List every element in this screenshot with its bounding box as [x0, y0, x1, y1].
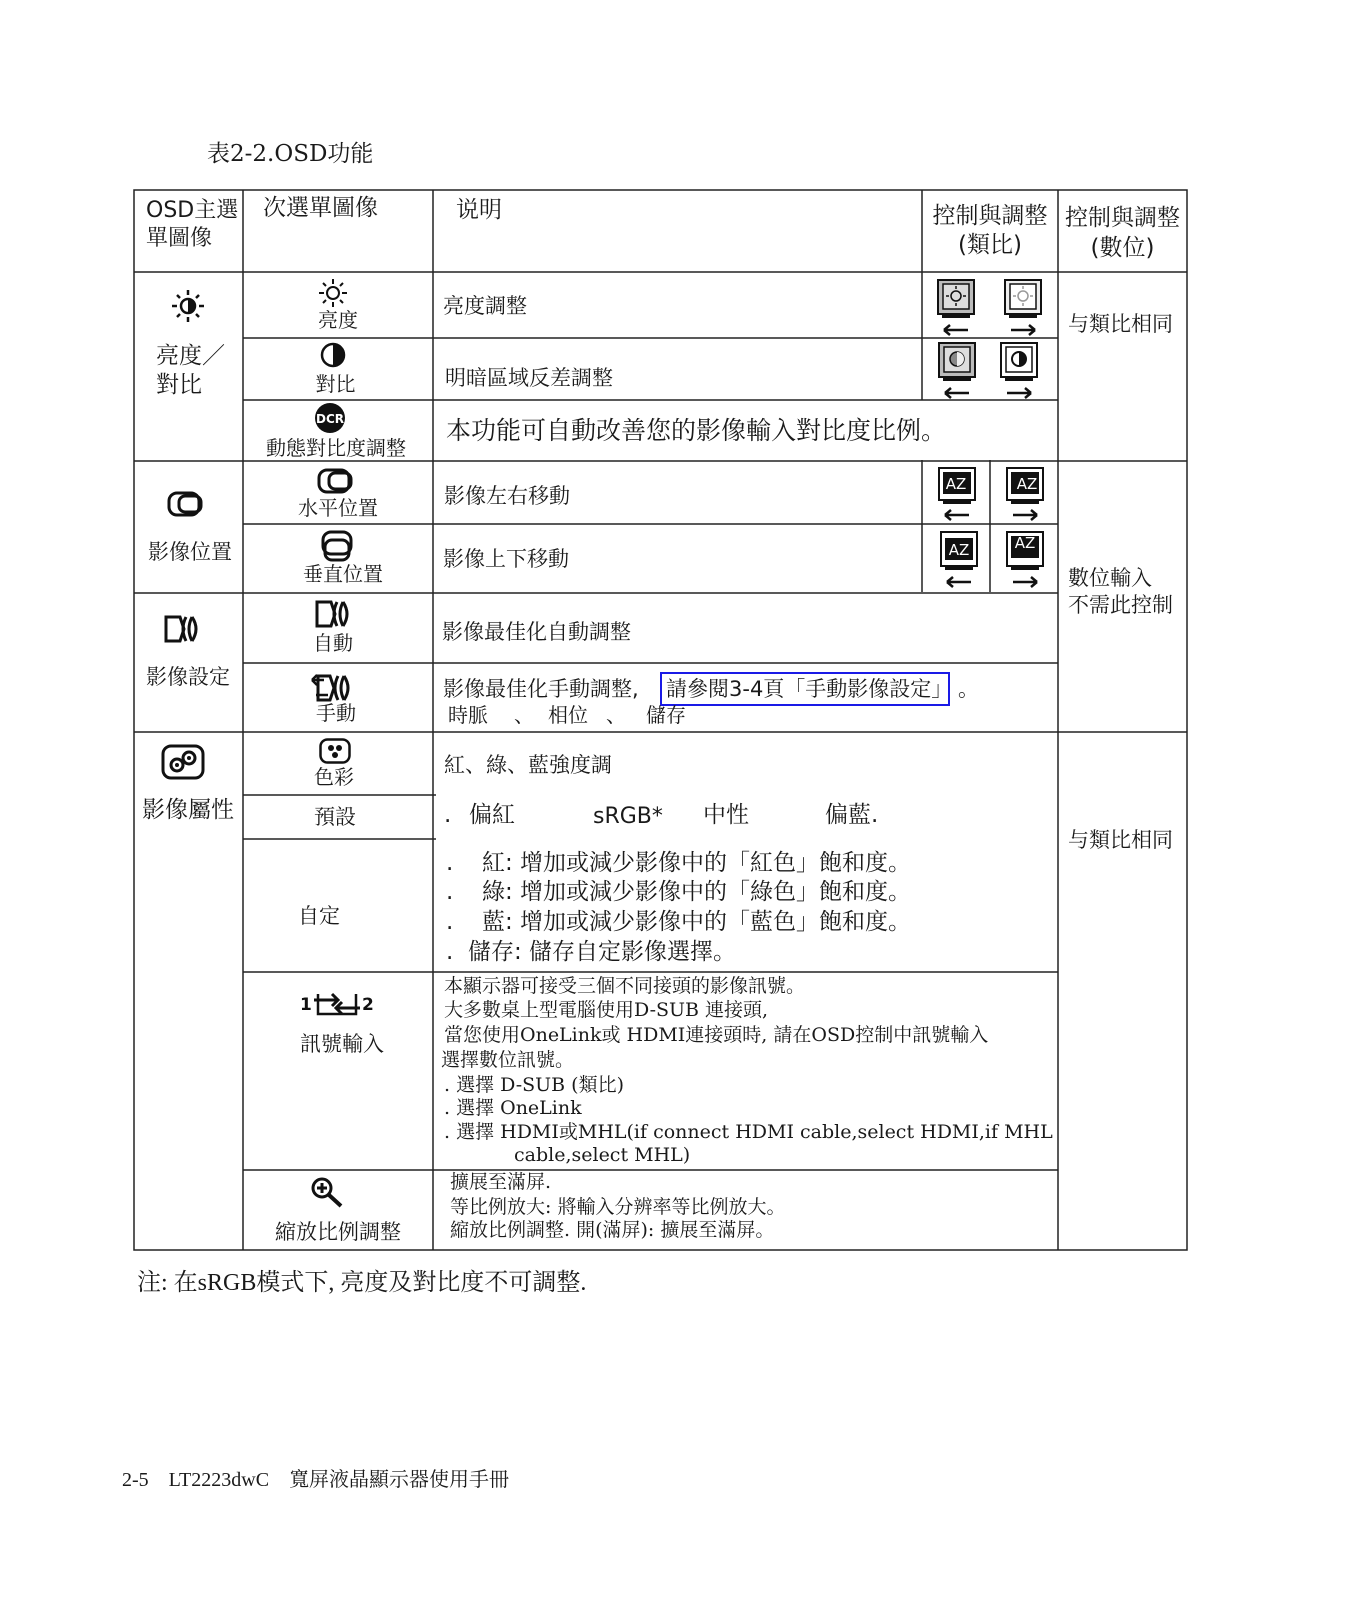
zoom-icon	[309, 1176, 351, 1208]
row-contrast-desc: 明暗區域反差調整	[445, 366, 613, 390]
svg-text:2: 2	[362, 995, 374, 1015]
image-setup-icon	[162, 612, 202, 646]
manual-option-sep-2: 、	[606, 703, 626, 727]
move-left-icon[interactable]	[935, 466, 979, 522]
vertical-position-icon	[320, 530, 354, 562]
contrast-down-icon[interactable]	[935, 341, 979, 399]
digital-no-control-1: 數位輸入	[1068, 566, 1152, 590]
row-hpos-sub: 水平位置	[298, 496, 378, 520]
input-line-4: 選擇數位訊號。	[441, 1049, 575, 1071]
manual-option-clock: 時脈	[448, 703, 488, 727]
header-analog-1: 控制與調整	[932, 203, 1048, 229]
scaling-line-2: 等比例放大: 將輸入分辨率等比例放大。	[450, 1196, 786, 1218]
contrast-up-icon[interactable]	[997, 341, 1041, 399]
custom-line-save: 儲存: 儲存自定影像選擇。	[468, 939, 737, 965]
table-caption: 表2-2.OSD功能	[207, 141, 374, 167]
custom-line-blue: 藍: 增加或減少影像中的「藍色」飽和度。	[482, 909, 912, 935]
svg-text:AZ: AZ	[1016, 475, 1038, 493]
input-line-3: 當您使用OneLink或 HDMI連接頭時, 請在OSD控制中訊號輸入	[444, 1024, 989, 1046]
header-main-icon-2: 單圖像	[146, 226, 213, 251]
footer-page-number: 2-5	[122, 1469, 149, 1491]
row-auto-sub: 自動	[313, 631, 353, 655]
row-dcr-desc: 本功能可自動改善您的影像輸入對比度比例。	[446, 416, 947, 445]
row-hpos-desc: 影像左右移動	[444, 484, 570, 508]
row-input-sub: 訊號輸入	[300, 1032, 384, 1056]
auto-setup-icon	[313, 597, 353, 631]
svg-text:AZ: AZ	[948, 541, 970, 559]
footer-model: LT2223dwC	[168, 1469, 270, 1491]
custom-line-red: 紅: 增加或減少影像中的「紅色」飽和度。	[482, 850, 912, 876]
horizontal-position-icon	[317, 468, 355, 494]
row-vpos-desc: 影像上下移動	[443, 547, 569, 571]
svg-text:DCR: DCR	[315, 412, 345, 426]
header-analog-2: (類比)	[958, 232, 1022, 258]
preset-option-srgb: sRGB*	[593, 804, 663, 829]
input-option-hdmi-cont: cable,select MHL)	[514, 1144, 691, 1166]
row-auto-desc: 影像最佳化自動調整	[442, 620, 631, 644]
row-custom-sub: 自定	[298, 904, 340, 928]
scaling-line-3: 縮放比例調整. 開(滿屏): 擴展至滿屏。	[450, 1219, 775, 1241]
manual-option-save: 儲存	[646, 703, 686, 727]
move-down-icon[interactable]	[937, 530, 981, 588]
manual-setup-icon	[308, 671, 354, 705]
footer-title: 寬屏液晶顯示器使用手冊	[289, 1467, 510, 1491]
input-line-1: 本顯示器可接受三個不同接頭的影像訊號。	[444, 975, 806, 997]
preset-option-bluish: 偏藍.	[825, 802, 879, 828]
page-footer	[122, 1463, 509, 1492]
brightness-down-icon[interactable]	[934, 278, 978, 336]
preset-option-reddish: 偏紅	[469, 802, 515, 828]
group-setup-label: 影像設定	[146, 665, 230, 689]
custom-bullet-4: .	[446, 939, 454, 965]
manual-option-phase: 相位	[548, 703, 588, 727]
svg-text:AZ: AZ	[1014, 534, 1036, 552]
group-brightness-label-1: 亮度／	[156, 343, 225, 369]
contrast-icon	[320, 342, 346, 368]
brightness-up-icon[interactable]	[1001, 278, 1045, 336]
row-scaling-sub: 縮放比例調整	[275, 1220, 401, 1244]
digital-no-control-2: 不需此控制	[1068, 593, 1173, 617]
manual-option-sep-1: 、	[514, 703, 534, 727]
row-preset-sub: 預設	[314, 805, 356, 829]
row-color-sub: 色彩	[314, 765, 354, 789]
image-properties-icon	[161, 744, 205, 780]
color-icon	[319, 738, 351, 764]
header-description: 说明	[456, 197, 502, 223]
manual-setup-reference-link[interactable]: 請參閱3-4頁「手動影像設定」	[660, 672, 950, 706]
header-main-icon-1: OSD主選	[146, 198, 239, 223]
row-manual-desc-prefix: 影像最佳化手動調整,	[443, 677, 639, 701]
row-manual-sub: 手動	[316, 701, 356, 725]
digital-same-2: 与類比相同	[1068, 828, 1173, 852]
input-option-dsub: . 選擇 D-SUB (類比)	[444, 1074, 624, 1096]
input-line-2: 大多數桌上型電腦使用D-SUB 連接頭,	[444, 999, 769, 1021]
header-digital-1: 控制與調整	[1065, 205, 1180, 231]
custom-bullet-3: .	[446, 909, 454, 935]
group-brightness-label-2: 對比	[156, 372, 202, 398]
row-manual-desc-suffix: 。	[958, 677, 979, 701]
sun-icon	[317, 278, 349, 308]
row-dcr-sub: 動態對比度調整	[266, 436, 406, 460]
group-position-label: 影像位置	[148, 540, 232, 564]
custom-bullet-2: .	[446, 879, 454, 905]
group-properties-label: 影像屬性	[142, 797, 234, 823]
preset-bullet: .	[444, 802, 452, 828]
move-right-icon[interactable]	[1003, 466, 1047, 522]
svg-text:1: 1	[300, 995, 312, 1015]
preset-option-neutral: 中性	[703, 802, 749, 828]
svg-text:AZ: AZ	[945, 475, 967, 493]
input-option-onelink: . 選擇 OneLink	[444, 1097, 582, 1119]
row-contrast-sub: 對比	[315, 372, 356, 396]
row-brightness-desc: 亮度調整	[443, 294, 527, 318]
input-option-hdmi: . 選擇 HDMI或MHL(if connect HDMI cable,select HDMI,if MHL	[444, 1121, 1053, 1143]
row-color-desc: 紅、綠、藍強度調	[444, 753, 612, 777]
dcr-icon	[314, 402, 346, 434]
input-signal-icon	[298, 988, 376, 1020]
brightness-contrast-icon	[170, 288, 206, 324]
custom-bullet-1: .	[446, 850, 454, 876]
row-brightness-sub: 亮度	[318, 308, 358, 332]
table-note: 注: 在sRGB模式下, 亮度及對比度不可調整.	[137, 1270, 587, 1296]
custom-line-green: 綠: 增加或減少影像中的「綠色」飽和度。	[482, 879, 912, 905]
header-sub-icon: 次選單圖像	[263, 195, 378, 221]
move-up-icon[interactable]	[1003, 530, 1047, 588]
header-digital-2: (數位)	[1090, 235, 1155, 261]
digital-same-1: 与類比相同	[1068, 312, 1173, 336]
image-position-icon	[167, 490, 205, 518]
scaling-line-1: 擴展至滿屏.	[450, 1171, 552, 1193]
row-vpos-sub: 垂直位置	[303, 562, 383, 586]
